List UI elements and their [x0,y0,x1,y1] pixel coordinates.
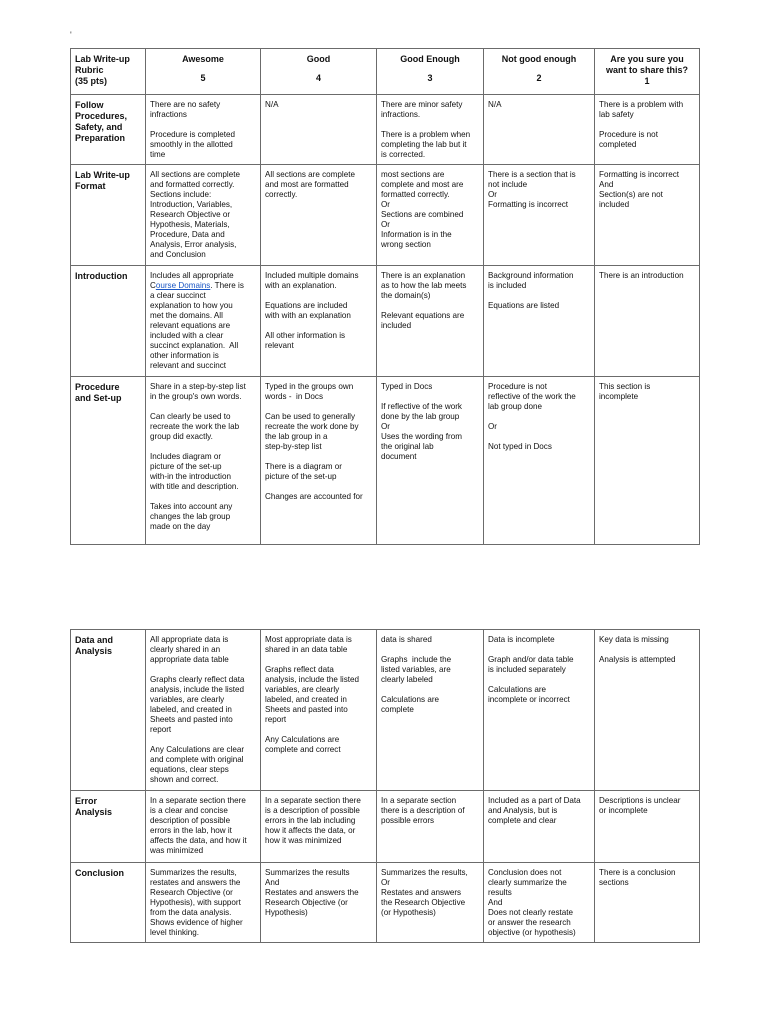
cell-awesome [146,863,261,943]
cell-paragraph: Formatting is incorrect And Section(s) are not included [599,170,680,209]
cell-not-good-enough [484,95,595,165]
row-label: Follow Procedures, Safety, and Preparation [71,95,146,165]
cell-paragraph: Graphs clearly reflect data analysis, include the listed variables, are clearly labeled, and created in Sheets and pasted into report [150,675,245,734]
cell-paragraph: Included multiple domains with an explanation. [265,271,359,290]
cell-good-enough [377,377,484,545]
cell-are-you-sure [595,377,700,545]
column-header-awesome: Awesome 5 [146,49,261,95]
column-header-not-good-enough: Not good enough 2 [484,49,595,95]
cell-are-you-sure [595,165,700,266]
cell-not-good-enough [484,863,595,943]
column-header-good-enough: Good Enough 3 [377,49,484,95]
cell-paragraph: data is shared [381,635,432,644]
cell-paragraph: There is a problem when completing the lab but it is corrected. [381,130,471,159]
cell-paragraph: most sections are complete and most are formatted correctly. Or Sections are combined Or Information is in the wrong section [381,170,464,249]
cell-paragraph: There is an explanation as to how the lab meets the domain(s) [381,271,467,300]
cell-paragraph: Typed in the groups own words - in Docs [265,382,354,401]
table-row [71,266,700,377]
cell-paragraph: Not typed in Docs [488,442,552,451]
cell-paragraph: Most appropriate data is shared in an data table [265,635,352,654]
cell-paragraph: Analysis is attempted [599,655,676,664]
cell-paragraph: Any Calculations are complete and correct [265,735,341,754]
cell-paragraph: Share in a step-by-step list in the group's own words. [150,382,246,401]
row-label: Data and Analysis [71,630,146,791]
cell-good [261,791,377,863]
cell-awesome [146,165,261,266]
course-domains-link[interactable]: ourse Domains [155,281,211,290]
header-row [71,49,700,95]
row-label: Lab Write-up Format [71,165,146,266]
table-row [71,863,700,943]
cell-awesome [146,630,261,791]
cell-paragraph: If reflective of the work done by the lab group Or Uses the wording from the original lab document [381,402,462,461]
cell-awesome [146,95,261,165]
cell-paragraph: Summarizes the results, Or Restates and answers the Research Objective (or Hypothesis) [381,868,468,917]
column-header-are-you-sure: Are you sure you want to share this? 1 [595,49,700,95]
cell-paragraph: All sections are complete and most are formatted correctly. [265,170,355,199]
cell-good-enough [377,95,484,165]
cell-paragraph: There is an introduction [599,271,684,280]
cell-paragraph: Calculations are complete [381,695,440,714]
cell-good [261,863,377,943]
cell-paragraph: Background information is included [488,271,574,290]
cell-paragraph: All sections are complete and formatted correctly. Sections include: Introduction, Variables, Research Objective or Hypothesis, Materials, Procedure, Data and Analysis, Error analysis, and Conclusion [150,170,240,259]
cell-paragraph: There is a section that is not include Or Formatting is incorrect [488,170,576,209]
cell-paragraph: Summarizes the results And Restates and answers the Research Objective (or Hypothesis) [265,868,359,917]
rubric-title: Lab Write-up Rubric (35 pts) [71,49,146,95]
cell-not-good-enough [484,377,595,545]
cell-paragraph: In a separate section there is a description of possible errors in the lab including how it affects the data, or how it was minimized [265,796,361,845]
cell-paragraph: Procedure is not completed [599,130,658,149]
table-row [71,791,700,863]
cell-paragraph: Calculations are incomplete or incorrect [488,685,570,704]
cell-are-you-sure [595,95,700,165]
cell-paragraph: N/A [488,100,502,109]
cell-good-enough [377,266,484,377]
cell-are-you-sure [595,791,700,863]
cell-paragraph: There is a problem with lab safety [599,100,684,119]
cell-not-good-enough [484,791,595,863]
cell-paragraph: Graphs reflect data analysis, include the listed variables, are clearly labeled, and created in Sheets and pasted into report [265,665,360,724]
cell-good [261,165,377,266]
cell-paragraph: There are no safety infractions [150,100,221,119]
cell-good [261,630,377,791]
cell-paragraph: Key data is missing [599,635,669,644]
cell-paragraph: Descriptions is unclear or incomplete [599,796,681,815]
cell-paragraph: Takes into account any changes the lab group made on the day [150,502,233,531]
cell-awesome [146,791,261,863]
cell-awesome: Includes all appropriate Course Domains. There is a clear succinct explanation to how you met the domains. All relevant equations are included with a clear succinct explanation. All other information is relevant and succinct [146,266,261,377]
column-header-good: Good 4 [261,49,377,95]
cell-paragraph: Graph and/or data table is included separately [488,655,574,674]
cell-not-good-enough [484,165,595,266]
cell-paragraph: Graphs include the listed variables, are clearly labeled [381,655,452,684]
cell-paragraph: This section is incomplete [599,382,651,401]
cell-paragraph: Any Calculations are clear and complete with original equations, clear steps shown and correct. [150,745,245,784]
cell-are-you-sure [595,630,700,791]
table-row [71,165,700,266]
cell-paragraph: Data is incomplete [488,635,555,644]
cell-good-enough [377,863,484,943]
cell-are-you-sure [595,266,700,377]
cell-paragraph: All other information is relevant [265,331,346,350]
cell-paragraph: There is a diagram or picture of the set-up [265,462,342,481]
row-label: Error Analysis [71,791,146,863]
cell-good [261,377,377,545]
row-label: Conclusion [71,863,146,943]
cell-awesome [146,377,261,545]
cell-paragraph: All appropriate data is clearly shared in an appropriate data table [150,635,229,664]
table-row [71,630,700,791]
row-label: Procedure and Set-up [71,377,146,545]
corner-mark: ' [70,30,72,40]
cell-paragraph: In a separate section there is a clear and concise description of possible errors in the lab, how it affects the data, and how it was minimized [150,796,247,855]
cell-not-good-enough [484,266,595,377]
cell-paragraph: Conclusion does not clearly summarize the results And Does not clearly restate or answer the research objective (or hypothesis) [488,868,576,937]
rubric-table-part-2 [70,629,700,943]
cell-good-enough [377,165,484,266]
cell-good [261,95,377,165]
rubric-table-part-1 [70,48,700,545]
cell-paragraph: Procedure is completed smoothly in the allotted time [150,130,236,159]
cell-not-good-enough [484,630,595,791]
cell-paragraph: Equations are listed [488,301,560,310]
table-row [71,377,700,545]
cell-paragraph: Included as a part of Data and Analysis, but is complete and clear [488,796,581,825]
cell-good-enough [377,791,484,863]
cell-paragraph: Includes diagram or picture of the set-up with-in the introduction with title and description. [150,452,239,491]
cell-are-you-sure [595,863,700,943]
cell-paragraph: Can be used to generally recreate the work done by the lab group in a step-by-step list [265,412,359,451]
cell-paragraph: There is a conclusion sections [599,868,676,887]
cell-paragraph: In a separate section there is a description of possible errors [381,796,465,825]
cell-paragraph: There are minor safety infractions. [381,100,463,119]
cell-paragraph: Summarizes the results, restates and answers the Research Objective (or Hypothesis), with support from the data analysis. Shows evidence of higher level thinking. [150,868,243,937]
cell-paragraph: Changes are accounted for [265,492,363,501]
cell-good-enough [377,630,484,791]
cell-paragraph: Equations are included with with an explanation [265,301,351,320]
table-row [71,95,700,165]
row-label: Introduction [71,266,146,377]
cell-paragraph: Relevant equations are included [381,311,465,330]
cell-paragraph: Procedure is not reflective of the work the lab group done [488,382,576,411]
cell-good [261,266,377,377]
cell-paragraph: N/A [265,100,279,109]
cell-paragraph: Can clearly be used to recreate the work the lab group did exactly. [150,412,240,441]
cell-paragraph: Or [488,422,497,431]
cell-paragraph: Typed in Docs [381,382,433,391]
